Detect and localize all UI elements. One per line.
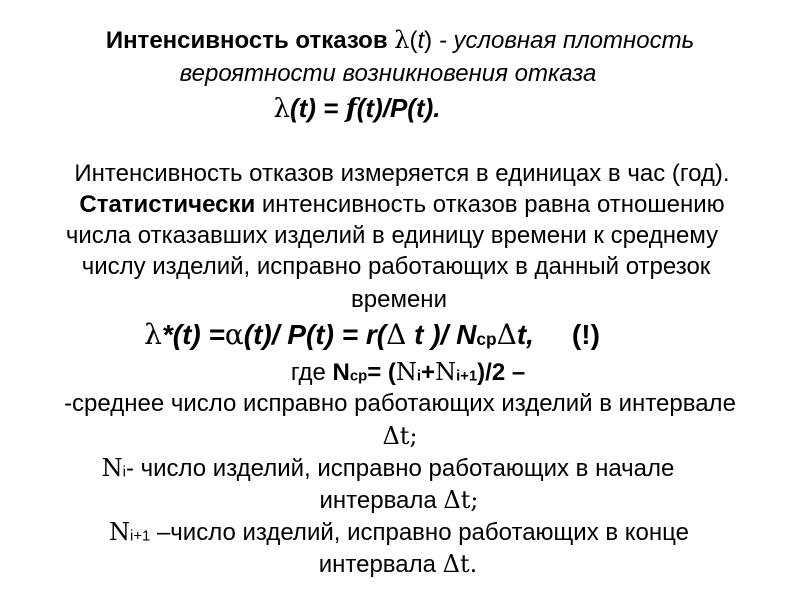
exclamation-mark: (!)	[571, 319, 600, 350]
formula-1-rhs: (t)/P(t).	[356, 93, 441, 123]
subscript-i1: i+1	[456, 368, 478, 385]
t-symbol: t.	[460, 550, 478, 578]
subscript-i1: i+1	[130, 528, 151, 545]
formula-2-part1: *(t) =	[161, 319, 225, 350]
para-line-3: числа отказавших изделий в единицу времени к среднему	[65, 222, 719, 249]
where-tail: )/2 –	[477, 359, 526, 386]
para-line-5: времени	[351, 286, 447, 313]
para-bold-word: Статистически	[79, 191, 256, 218]
where-line	[8, 358, 800, 387]
subscript-sr: ср	[349, 368, 368, 385]
subscript-i: i	[416, 368, 422, 385]
lambda-symbol: λ	[394, 26, 410, 54]
lambda-symbol: λ	[144, 318, 162, 351]
ni-line-2	[0, 486, 799, 515]
ni-text: - число изделий, исправно работающих в начале	[125, 455, 675, 482]
delta-symbol: Δ	[382, 422, 400, 450]
open-paren: (	[409, 27, 418, 54]
avg-line-1: -среднее число исправно работающих изделий в интервале	[64, 390, 736, 417]
definition-term: Интенсивность отказов	[105, 27, 388, 54]
formula-1	[0, 93, 757, 124]
para-line-1: Интенсивность отказов измеряется в единицах в час (год).	[74, 160, 730, 187]
t-symbol: t;	[460, 486, 479, 514]
delta-symbol: Δ	[386, 318, 407, 351]
t-var: t	[417, 27, 425, 54]
formula-2	[0, 318, 772, 351]
definition-line-2: вероятности возникновения отказа	[179, 60, 597, 87]
alpha-symbol: α	[224, 318, 244, 351]
ni-symbol: N	[101, 454, 123, 482]
ni1-symbol: N	[109, 518, 131, 546]
formula-1-lhs: (t) =	[289, 93, 346, 123]
para-line-2	[2, 191, 800, 219]
delta-symbol: Δ	[496, 318, 517, 351]
ni1-interval-text: интервала	[318, 551, 443, 578]
para-line-2-rest: интенсивность отказов равна отношению	[255, 191, 725, 218]
definition-dash-text: - условная плотность	[432, 27, 695, 54]
subscript-sr: ср	[476, 328, 497, 349]
plus-sign: +	[421, 359, 436, 386]
delta-symbol: Δ	[442, 550, 460, 578]
where-prefix: где	[290, 359, 333, 386]
close-paren: )	[424, 27, 433, 54]
where-eq: = (	[367, 359, 396, 386]
formula-2-part3: t )/ N	[406, 319, 477, 350]
formula-2-part4: t,	[516, 319, 534, 350]
n-symbol: N	[332, 359, 350, 386]
ni1-symbol: N	[435, 358, 457, 386]
ni1-text: –число изделий, исправно работающих в конце	[150, 519, 689, 546]
ni-line-1	[0, 454, 788, 483]
formula-2-part2: (t)/ P(t) = r(	[243, 319, 387, 350]
t-symbol: t;	[399, 422, 418, 450]
delta-symbol: Δ	[443, 486, 461, 514]
definition-line-1	[0, 26, 800, 55]
ni-interval-text: интервала	[319, 487, 444, 514]
ni1-line-1	[0, 518, 799, 547]
ni1-line-2	[0, 550, 798, 579]
subscript-i: i	[122, 464, 126, 481]
ni-symbol: N	[395, 358, 417, 386]
f-symbol: f	[345, 94, 357, 124]
para-line-4: числу изделий, исправно работающих в данный отрезок	[81, 253, 711, 280]
avg-line-2	[0, 422, 800, 451]
lambda-symbol: λ	[273, 94, 290, 124]
